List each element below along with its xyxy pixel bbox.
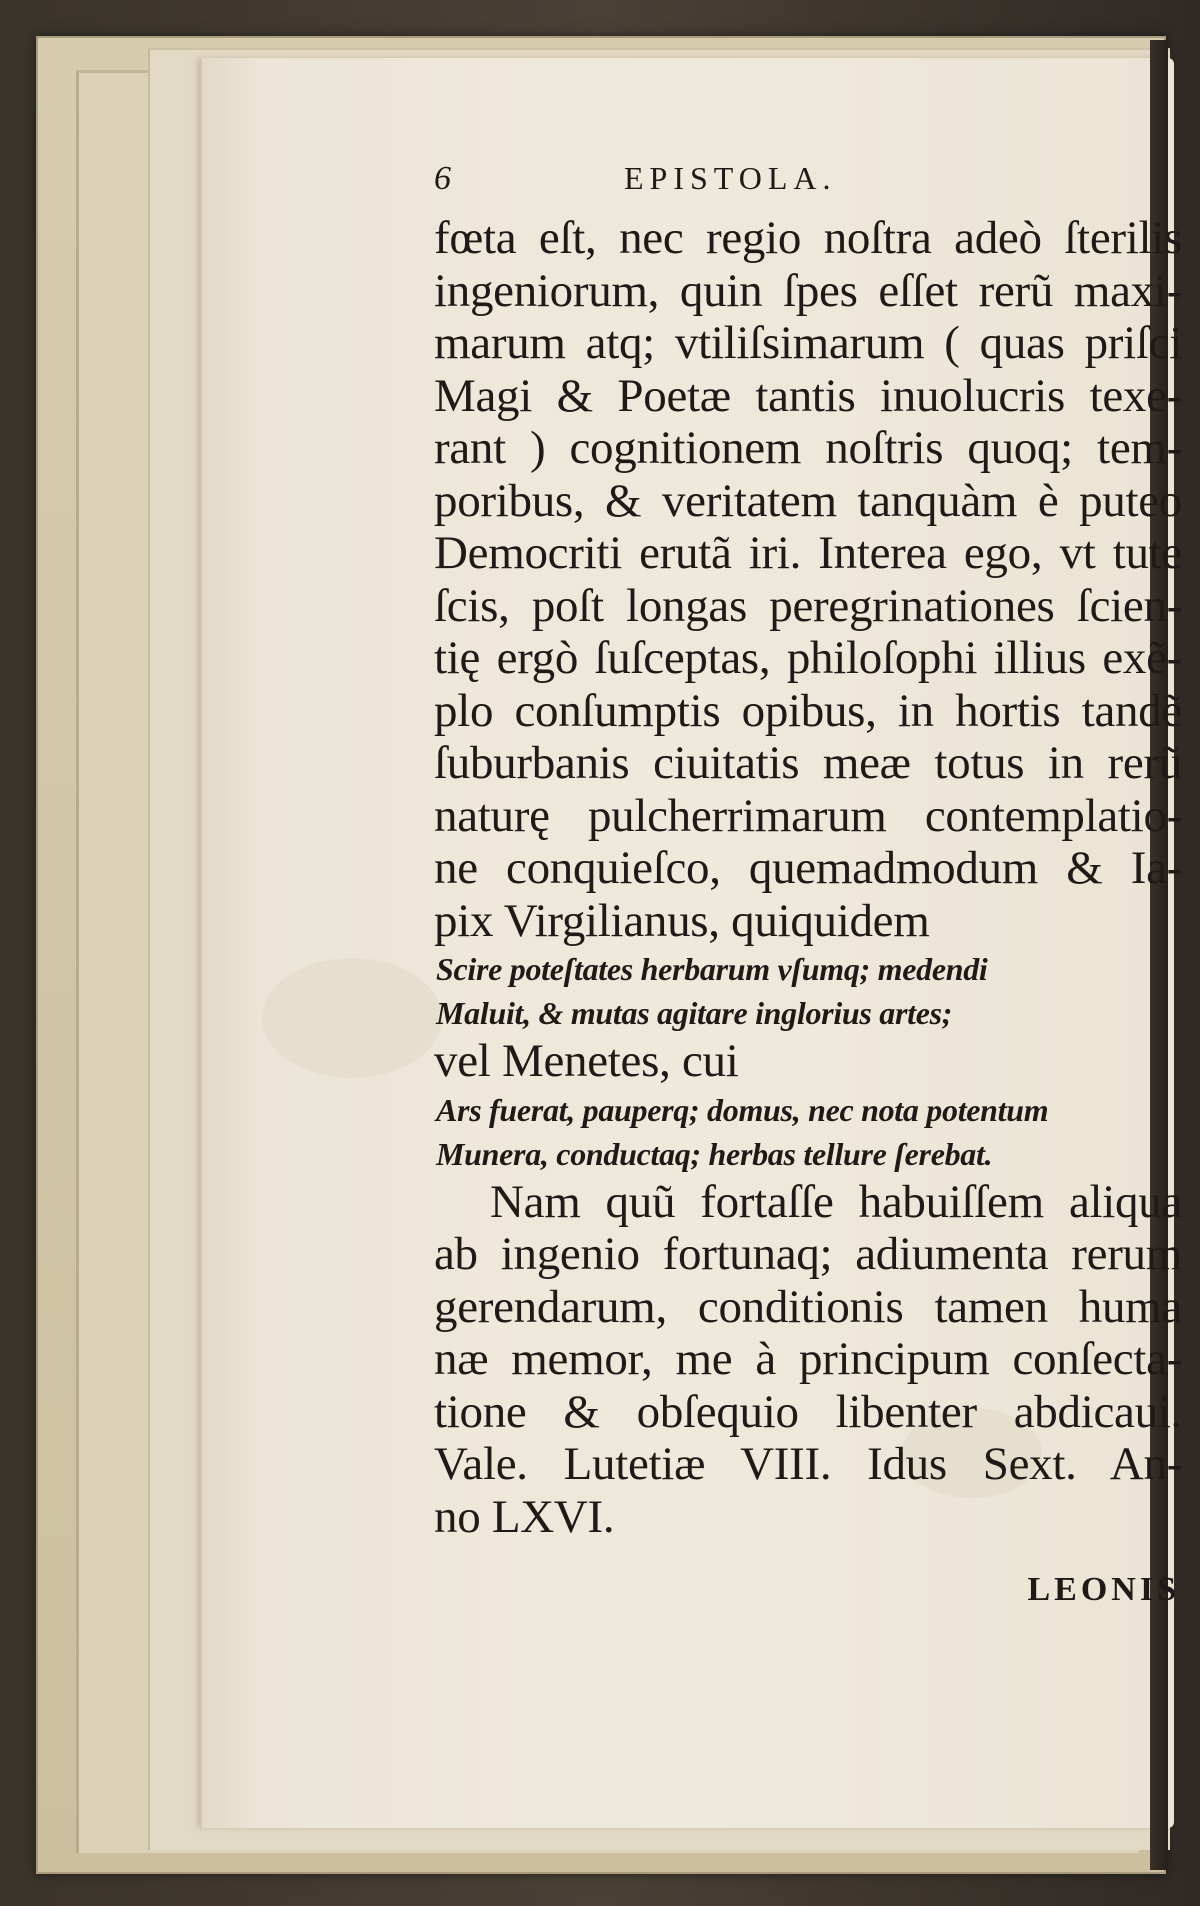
text-line: ne conquieſco, quemadmodum & Ia- (434, 842, 1182, 894)
text-line: Vale. Lutetiæ VIII. Idus Sext. An- (434, 1438, 1182, 1490)
verse-quotation-line: Munera, conductaq; herbas tellure ſerebat. (436, 1135, 993, 1172)
text-line: tię ergò ſuſceptas, philoſophi illius exẽ- (434, 632, 1182, 684)
text-line: fœta eſt, nec regio noſtra adeò ſterilis (434, 212, 1182, 264)
text-line: ingeniorum, quin ſpes eſſet rerũ maxi- (434, 264, 1182, 317)
text-line: tione & obſequio libenter abdicaui. (434, 1385, 1182, 1438)
text-line: plo conſumptis opibus, in hortis tandẽ (434, 684, 1182, 737)
folio-number: 6 (434, 160, 451, 197)
paper-stain (262, 958, 442, 1078)
text-line: ab ingenio fortunaq; adiumenta rerum (434, 1228, 1182, 1280)
text-line: pix Virgilianus, quiquidem (434, 894, 930, 947)
text-line: vel Menetes, cui (434, 1035, 739, 1087)
running-head (434, 160, 1182, 212)
text-line: næ memor, me à principum conſecta- (434, 1333, 1182, 1385)
verse-quotation-line: Ars fuerat, pauperq; domus, nec nota potentum (436, 1091, 1049, 1128)
text-line: ſuburbanis ciuitatis meæ totus in rerũ (434, 737, 1182, 789)
text-line: poribus, & veritatem tanquàm è puteo (434, 474, 1182, 527)
text-line: ſcis, poſt longas peregrinationes ſcien- (434, 579, 1182, 632)
text-line: gerendarum, conditionis tamen huma (434, 1280, 1182, 1333)
verse-quotation-line: Scire poteſtates herbarum vſumq; medendi (436, 951, 988, 987)
text-line: naturę pulcherrimarum contemplatio- (434, 789, 1182, 842)
verse-quotation-line: Maluit, & mutas agitare inglorius artes; (436, 995, 953, 1031)
paragraph-first-line: Nam quũ fortaſſe habuiſſem aliqua (490, 1175, 1182, 1228)
text-line: no LXVI. (434, 1490, 615, 1543)
running-head-title: EPISTOLA. (624, 160, 837, 196)
text-line: Magi & Poetæ tantis inuolucris texe- (434, 369, 1182, 422)
text-line: Democriti erutã iri. Interea ego, vt tute (434, 527, 1182, 579)
catchword: LEONIS (1027, 1571, 1180, 1608)
text-line: marum atq; vtiliſsimarum ( quas priſci (434, 317, 1182, 369)
text-block (434, 160, 1182, 1609)
text-line: rant ) cognitionem noſtris quoq; tem- (434, 422, 1182, 474)
